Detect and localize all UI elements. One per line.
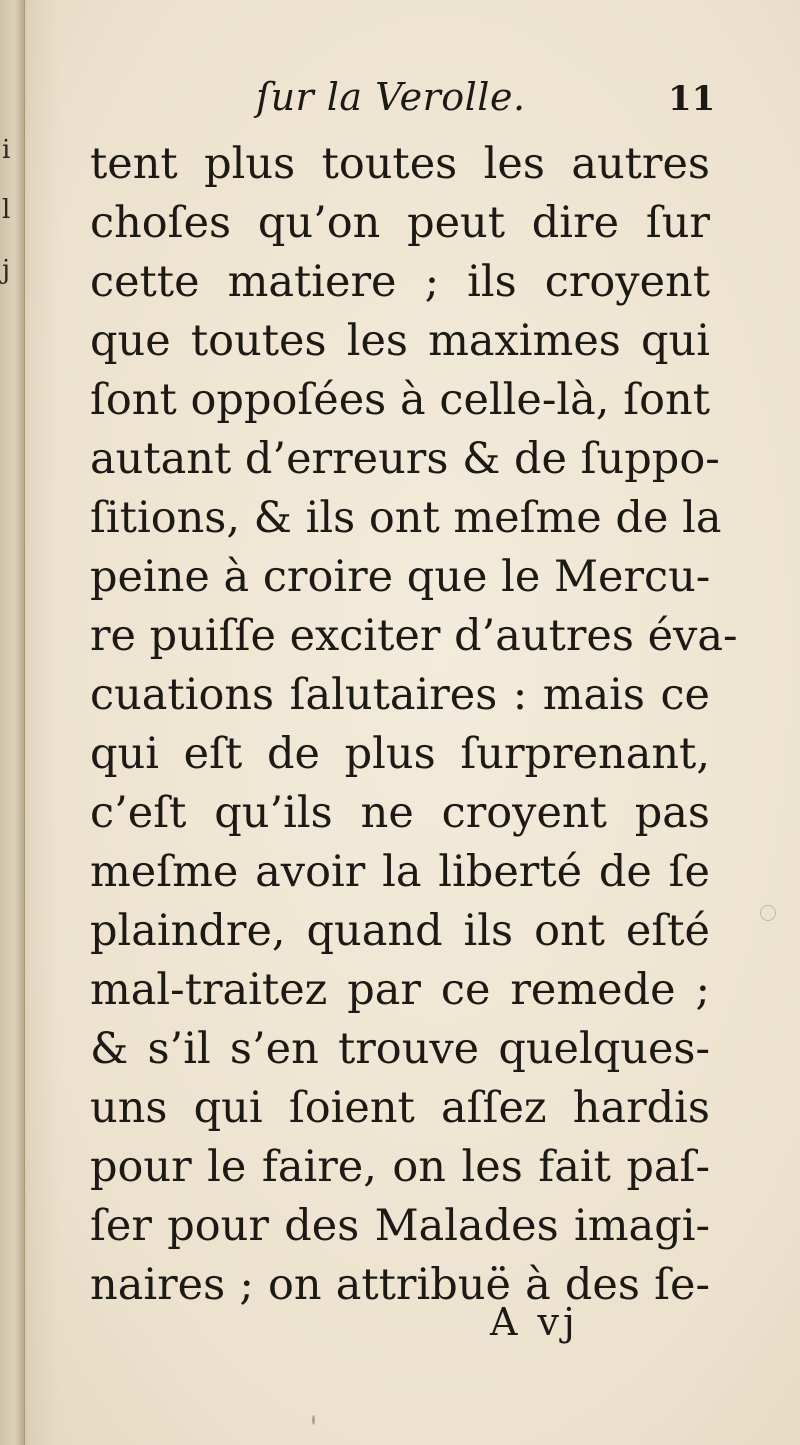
facing-page-edge bbox=[0, 0, 25, 1445]
text-line: re puiſſe exciter d’autres éva- bbox=[90, 611, 738, 661]
text-line: cette matiere ; ils croyent bbox=[90, 257, 710, 307]
running-title: ſur la Verolle. bbox=[256, 75, 526, 119]
text-line: pour le faire, on les fait paſ- bbox=[90, 1142, 710, 1192]
text-line: & s’il s’en trouve quelques- bbox=[90, 1024, 710, 1074]
facing-page-mark: i bbox=[2, 135, 11, 165]
signature-mark: A vj bbox=[490, 1300, 579, 1344]
facing-page-mark: l bbox=[2, 195, 11, 225]
text-line: que toutes les maximes qui bbox=[90, 316, 710, 366]
text-line: c’eſt qu’ils ne croyent pas bbox=[90, 788, 710, 838]
text-line: plaindre, quand ils ont eſté bbox=[90, 906, 710, 956]
text-line: tent plus toutes les autres bbox=[90, 139, 710, 189]
text-line: ſont oppoſées à celle-là, ſont bbox=[90, 375, 710, 425]
text-line: ſer pour des Malades imagi- bbox=[90, 1201, 710, 1251]
text-line: choſes qu’on peut dire ſur bbox=[90, 198, 710, 248]
text-line: naires ; on attribuë à des ſe- bbox=[90, 1260, 710, 1310]
page-header bbox=[0, 75, 800, 135]
text-line: uns qui ſoient aſſez hardis bbox=[90, 1083, 710, 1133]
facing-page-mark: j bbox=[2, 255, 11, 285]
text-line: mal-traitez par ce remede ; bbox=[90, 965, 710, 1015]
text-line: cuations ſalutaires : mais ce bbox=[90, 670, 710, 720]
text-line: qui eſt de plus ſurprenant, bbox=[90, 729, 710, 779]
paper-speck bbox=[760, 905, 776, 921]
text-line: autant d’erreurs & de ſuppo- bbox=[90, 434, 720, 484]
page-number: 11 bbox=[668, 79, 716, 119]
body-text bbox=[90, 135, 738, 1315]
paper-speck bbox=[312, 1415, 315, 1425]
facing-page-marks bbox=[2, 120, 18, 300]
text-line: ſitions, & ils ont meſme de la bbox=[90, 493, 722, 543]
text-line: peine à croire que le Mercu- bbox=[90, 552, 711, 602]
text-line: meſme avoir la liberté de ſe bbox=[90, 847, 710, 897]
